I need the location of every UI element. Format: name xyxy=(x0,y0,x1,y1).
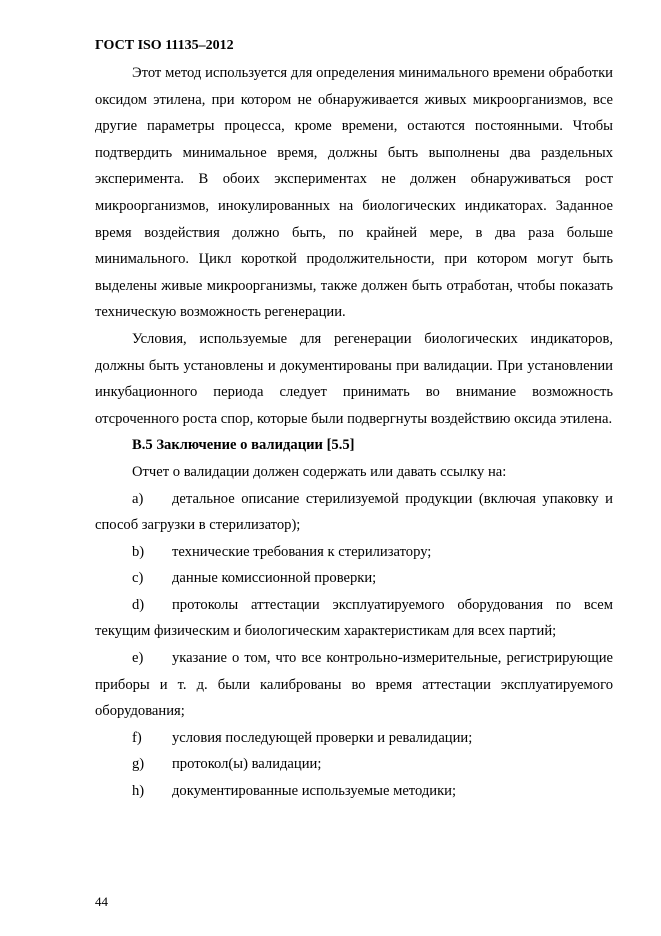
list-item-b xyxy=(95,539,613,566)
list-item-c xyxy=(95,565,613,592)
list-item-g xyxy=(95,751,613,778)
paragraph-method: Этот метод используется для определения минимального времени обработки оксидом этилена, при котором не обнаруживается живых микроорганизмов, все другие параметры процесса, кроме времени, остаются постоянными. Чтобы подтвердить минимальное время, должны быть выполнены два раздельных эксперимента. В обоих экспериментах не должен обнаруживаться рост микроорганизмов, инокулированных на биологических индикаторах. Заданное время воздействия должно быть, по крайней мере, в два раза больше минимального. Цикл короткой продолжительности, при котором могут быть выделены живые микроорганизмы, также должен быть отработан, чтобы показать техническую возможность регенерации. xyxy=(95,65,613,321)
list-item-f xyxy=(95,725,613,752)
list-item-letter: d) xyxy=(132,596,145,613)
list-item-letter: a) xyxy=(132,490,144,507)
list-item-letter: g) xyxy=(132,756,145,773)
list-item-text: протоколы аттестации эксплуатируемого оборудования по всем текущим физическим и биологическим характеристикам для всех партий; xyxy=(95,596,613,640)
list-item-letter: b) xyxy=(132,543,145,560)
list-item-text: указание о том, что все контрольно-измерительные, регистрирующие приборы и т. д. были калиброваны во время аттестации эксплуатируемого оборудования; xyxy=(95,650,613,720)
list-item-a xyxy=(95,486,613,539)
list-item-text: протокол(ы) валидации; xyxy=(172,756,322,773)
list-item-text: детальное описание стерилизуемой продукции (включая упаковку и способ загрузки в стерилизатор); xyxy=(95,490,613,534)
list-item-letter: h) xyxy=(132,783,145,800)
paragraph-conditions: Условия, используемые для регенерации биологических индикаторов, должны быть установлены и документированы при валидации. При установлении инкубационного периода следует принимать во внимание возможность отсроченного роста спор, которые были подвергнуты воздействию оксида этилена. xyxy=(95,330,613,427)
list-item-d xyxy=(95,592,613,645)
page-number: 44 xyxy=(95,894,108,909)
list-item-letter: c) xyxy=(132,570,144,587)
section-intro: Отчет о валидации должен содержать или давать ссылку на: xyxy=(132,463,507,480)
standard-header: ГОСТ ISO 11135–2012 xyxy=(95,38,234,53)
list-item-letter: f) xyxy=(132,729,142,746)
list-item-text: технические требования к стерилизатору; xyxy=(172,543,432,560)
list-item-text: условия последующей проверки и ревалидации; xyxy=(172,729,473,746)
list-item-letter: e) xyxy=(132,650,144,667)
document-body xyxy=(95,60,613,805)
list-item-text: документированные используемые методики; xyxy=(172,783,457,800)
list-item-h xyxy=(95,778,613,805)
section-title: В.5 Заключение о валидации [5.5] xyxy=(132,437,355,454)
list-item-e xyxy=(95,645,613,725)
list-item-text: данные комиссионной проверки; xyxy=(172,570,377,587)
